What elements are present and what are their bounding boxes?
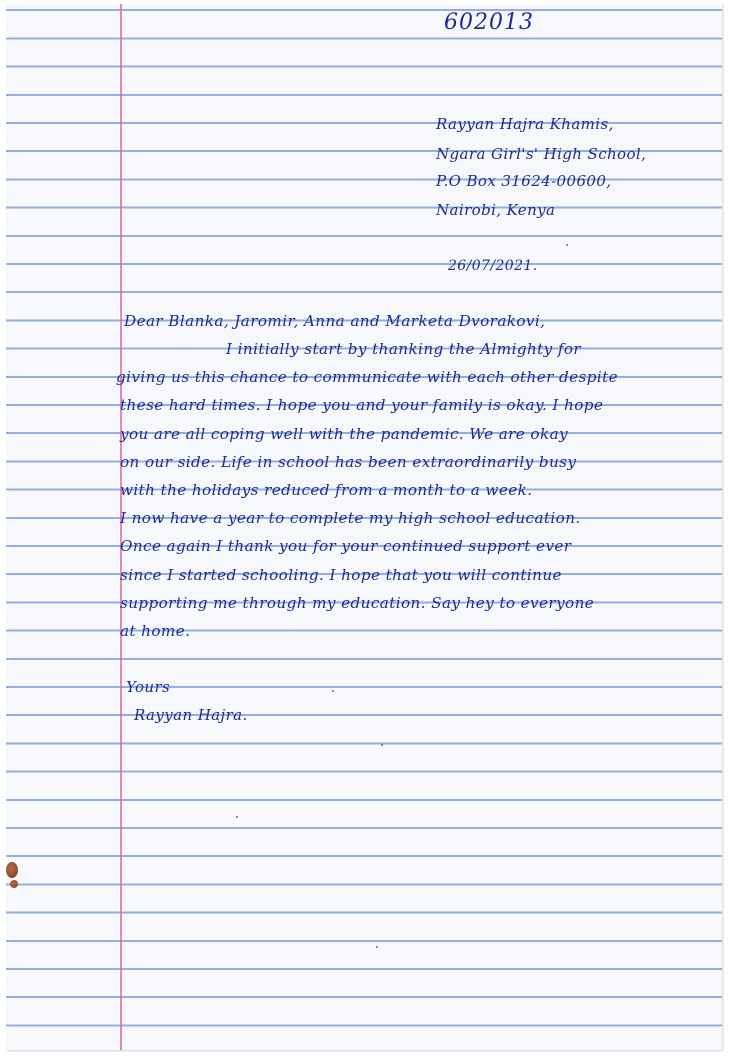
salutation: Dear Blanka, Jaromir, Anna and Marketa Dvorakovi,: [124, 312, 546, 330]
closing: Yours: [126, 678, 171, 696]
body-line: on our side. Life in school has been extraordinarily busy: [120, 453, 577, 471]
body-line: I initially start by thanking the Almighty for: [226, 340, 582, 358]
sender-address-line: Ngara Girl's' High School,: [436, 145, 647, 163]
paper-speck: [376, 946, 378, 948]
sender-address-line: P.O Box 31624-00600,: [436, 172, 612, 190]
margin-line: [120, 4, 122, 1050]
body-line: giving us this chance to communicate with each other despite: [116, 368, 618, 386]
paper-speck: [566, 244, 568, 246]
body-line: since I started schooling. I hope that you will continue: [120, 566, 562, 584]
paper-speck: [236, 816, 238, 818]
sender-address-line: Nairobi, Kenya: [436, 201, 556, 219]
ink-stain: [6, 862, 18, 878]
ink-stain: [10, 880, 18, 888]
body-line: Once again I thank you for your continued support ever: [120, 537, 572, 555]
body-line: I now have a year to complete my high school education.: [120, 509, 581, 527]
paper-speck: [381, 744, 383, 746]
letter-date: 26/07/2021.: [448, 258, 538, 274]
body-line: supporting me through my education. Say hey to everyone: [120, 594, 595, 612]
body-line: these hard times. I hope you and your family is okay. I hope: [120, 396, 604, 414]
body-line: you are all coping well with the pandemic. We are okay: [120, 425, 569, 443]
body-line: at home.: [120, 622, 191, 640]
reference-number: 602013: [444, 10, 534, 35]
sender-address-line: Rayyan Hajra Khamis,: [436, 115, 614, 133]
body-line: with the holidays reduced from a month to a week.: [120, 481, 533, 499]
paper-speck: [332, 690, 334, 692]
signature: Rayyan Hajra.: [134, 706, 248, 724]
